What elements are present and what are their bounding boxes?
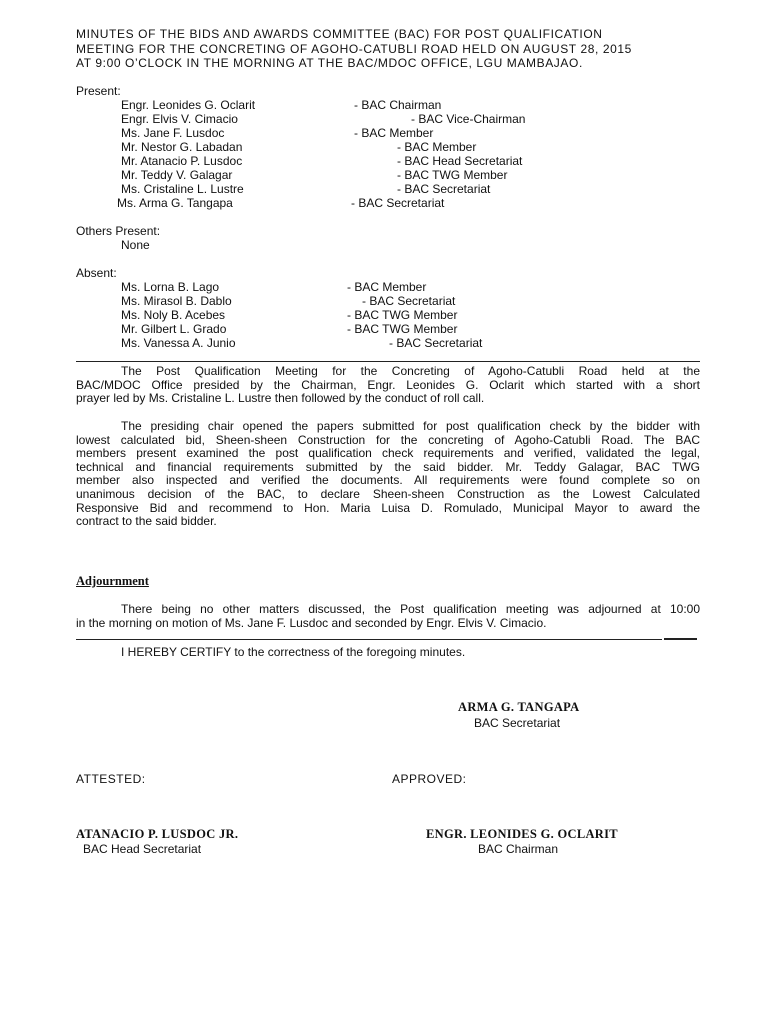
attested-name: ATANACIO P. LUSDOC JR.	[76, 827, 239, 841]
present-member	[0, 112, 768, 126]
present-member	[0, 196, 768, 210]
approved-name: ENGR. LEONIDES G. OCLARIT	[426, 827, 618, 841]
present-member	[0, 182, 768, 196]
paragraph-line: The Post Qualification Meeting for the Concreting of Agoho-Catubli Road held at the	[121, 364, 700, 378]
paragraph-line: members present examined the post qualification check requirements and verified, validated the legal,	[76, 446, 700, 461]
paragraph-line: technical and financial requirements submitted by the said bidder. Mr. Teddy Galagar, BAC TWG	[76, 459, 700, 474]
paragraph-line: member also inspected and verified the documents. All requirements were found complete so on	[76, 473, 700, 488]
present-member	[0, 154, 768, 168]
others-present-value: None	[121, 238, 150, 252]
present-member	[0, 168, 768, 182]
title-line-2: MEETING FOR THE CONCRETING OF AGOHO-CATUBLI ROAD HELD ON AUGUST 28, 2015	[76, 41, 632, 56]
absent-member	[0, 280, 768, 294]
absent-member	[0, 308, 768, 322]
title-line-1: MINUTES OF THE BIDS AND AWARDS COMMITTEE (BAC) FOR POST QUALIFICATION	[76, 27, 603, 41]
paragraph-line: There being no other matters discussed, the Post qualification meeting was adjourned at 10:00	[121, 602, 700, 616]
member-role: - BAC Member	[354, 126, 434, 140]
member-name: Mr. Gilbert L. Grado	[121, 322, 227, 336]
member-name: Ms. Noly B. Acebes	[121, 308, 226, 322]
absent-member	[0, 336, 768, 350]
member-role: - BAC Secretariat	[389, 336, 483, 350]
section-divider	[76, 639, 662, 640]
others-present-label: Others Present:	[76, 224, 161, 238]
member-role: - BAC TWG Member	[347, 322, 458, 336]
member-role: - BAC Member	[397, 140, 477, 154]
present-member	[0, 140, 768, 154]
paragraph-line: prayer led by Ms. Cristaline L. Lustre then followed by the conduct of roll call.	[76, 391, 485, 406]
paragraph-line: Responsive Bid and recommend to Hon. Maria Luisa D. Romulado, Municipal Mayor to award the	[76, 500, 700, 515]
member-role: - BAC Chairman	[354, 98, 442, 112]
member-name: Ms. Arma G. Tangapa	[117, 196, 233, 210]
member-name: Mr. Atanacio P. Lusdoc	[121, 154, 243, 168]
approved-label: APPROVED:	[392, 772, 467, 786]
member-name: Mr. Teddy V. Galagar	[121, 168, 233, 182]
member-role: - BAC Head Secretariat	[397, 154, 523, 168]
paragraph-line: contract to the said bidder.	[76, 514, 217, 529]
member-role: - BAC Secretariat	[397, 182, 491, 196]
absent-label: Absent:	[76, 266, 117, 280]
member-role: - BAC Secretariat	[362, 294, 456, 308]
paragraph-roll-call	[76, 365, 700, 406]
member-name: Ms. Jane F. Lusdoc	[121, 126, 225, 140]
approved-title: BAC Chairman	[478, 842, 559, 856]
paragraph-post-qualification	[76, 420, 700, 529]
paragraph-adjournment	[76, 603, 700, 630]
member-name: Mr. Nestor G. Labadan	[121, 140, 243, 154]
member-role: - BAC Vice-Chairman	[411, 112, 526, 126]
section-divider-end	[664, 638, 697, 640]
member-name: Engr. Elvis V. Cimacio	[121, 112, 238, 126]
member-name: Ms. Mirasol B. Dablo	[121, 294, 232, 308]
absent-member	[0, 322, 768, 336]
member-name: Engr. Leonides G. Oclarit	[121, 98, 256, 112]
paragraph-line: lowest calculated bid, Sheen-sheen Construction for the concreting of Agoho-Catubli Road. The BAC	[76, 432, 700, 447]
member-role: - BAC Secretariat	[351, 196, 445, 210]
signatory-name: ARMA G. TANGAPA	[458, 700, 580, 714]
section-divider	[76, 361, 700, 362]
member-name: Ms. Lorna B. Lago	[121, 280, 220, 294]
attested-label: ATTESTED:	[76, 772, 146, 786]
title-line-3: AT 9:00 O’CLOCK IN THE MORNING AT THE BAC/MDOC OFFICE, LGU MAMBAJAO.	[76, 56, 583, 70]
signatory-title: BAC Secretariat	[474, 716, 561, 730]
absent-member	[0, 294, 768, 308]
paragraph-line: The presiding chair opened the papers submitted for post qualification check by the bidder with	[121, 419, 700, 433]
document-title	[76, 27, 702, 71]
member-role: - BAC TWG Member	[397, 168, 508, 182]
member-role: - BAC TWG Member	[347, 308, 458, 322]
present-member	[0, 126, 768, 140]
present-label: Present:	[76, 84, 121, 98]
adjournment-heading: Adjournment	[76, 574, 149, 588]
present-member	[0, 98, 768, 112]
attested-title: BAC Head Secretariat	[83, 842, 202, 856]
certification-statement: I HEREBY CERTIFY to the correctness of the foregoing minutes.	[121, 645, 466, 659]
paragraph-line: unanimous decision of the BAC, to declare Sheen-sheen Construction as the Lowest Calculated	[76, 486, 700, 501]
paragraph-line: in the morning on motion of Ms. Jane F. Lusdoc and seconded by Engr. Elvis V. Cimacio.	[76, 615, 547, 630]
member-name: Ms. Vanessa A. Junio	[121, 336, 236, 350]
paragraph-line: BAC/MDOC Office presided by the Chairman, Engr. Leonides G. Oclarit which started with a short	[76, 377, 700, 392]
member-name: Ms. Cristaline L. Lustre	[121, 182, 244, 196]
member-role: - BAC Member	[347, 280, 427, 294]
